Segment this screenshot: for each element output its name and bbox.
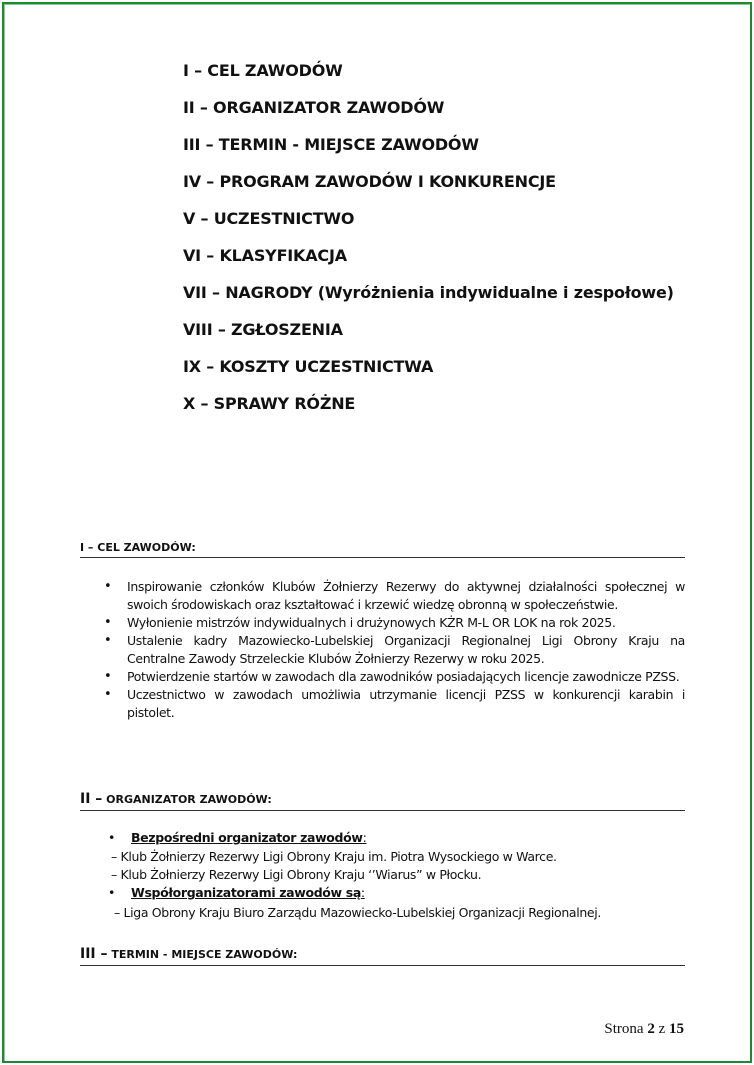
section-title: ORGANIZATOR ZAWODÓW: — [106, 793, 272, 806]
toc-item: IX – KOSZTY UCZESTNICTWA — [183, 357, 434, 376]
organizer-line: – Klub Żołnierzy Rezerwy Ligi Obrony Kraju im. Piotra Wysockiego w Warce. — [111, 849, 557, 864]
section-heading-organizator — [80, 791, 685, 811]
table-of-contents — [183, 60, 674, 430]
section-heading-termin — [80, 946, 685, 966]
section-number: II – — [80, 791, 103, 807]
toc-item: III – TERMIN - MIEJSCE ZAWODÓW — [183, 135, 479, 154]
list-item: • Ustalenie kadry Mazowiecko-Lubelskiej Organizacji Regionalnej Ligi Obrony Kraju na Centralne Zawody Strzeleckie Klubów Żołnierzy Rezerwy w roku 2025. — [104, 632, 685, 668]
sub-heading-text: Współorganizatorami zawodów są: — [131, 885, 365, 900]
section-number: III – — [80, 946, 108, 962]
toc-item: II – ORGANIZATOR ZAWODÓW — [183, 98, 445, 117]
toc-item: VI – KLASYFIKACJA — [183, 246, 347, 265]
list-item: • Potwierdzenie startów w zawodach dla zawodników posiadających licencje zawodnicze PZSS. — [104, 668, 685, 686]
list-item: • Wyłonienie mistrzów indywidualnych i drużynowych KŻR M-L OR LOK na rok 2025. — [104, 614, 685, 632]
section-title: TERMIN - MIEJSCE ZAWODÓW: — [111, 948, 298, 961]
toc-item: V – UCZESTNICTWO — [183, 209, 355, 228]
toc-item: I – CEL ZAWODÓW — [183, 61, 343, 80]
toc-item: X – SPRAWY RÓŻNE — [183, 394, 356, 413]
section-cel-bullets — [104, 578, 685, 722]
toc-item: IV – PROGRAM ZAWODÓW I KONKURENCJE — [183, 172, 556, 191]
toc-item: VII – NAGRODY (Wyróżnienia indywidualne i zespołowe) — [183, 283, 674, 302]
coorganizer-line: – Liga Obrony Kraju Biuro Zarządu Mazowiecko-Lubelskiej Organizacji Regionalnej. — [114, 905, 602, 920]
bullet-icon: • — [108, 830, 116, 845]
toc-item: VIII – ZGŁOSZENIA — [183, 320, 343, 339]
organizer-line: – Klub Żołnierzy Rezerwy Ligi Obrony Kraju ‘’Wiarus” w Płocku. — [111, 867, 482, 882]
section-heading-cel: I – CEL ZAWODÓW: — [80, 541, 685, 558]
bullet-icon: • — [108, 885, 116, 900]
list-item: • Inspirowanie członków Klubów Żołnierzy Rezerwy do aktywnej działalności społecznej w swoich środowiskach oraz kształtować i krzewić wiedzę obronną w społeczeństwie. — [104, 578, 685, 614]
sub-heading-text: Bezpośredni organizator zawodów: — [131, 830, 367, 845]
page-number: Strona 2 z 15 — [604, 1021, 684, 1037]
list-item: • Uczestnictwo w zawodach umożliwia utrzymanie licencji PZSS w konkurencji karabin i pistolet. — [104, 686, 685, 722]
